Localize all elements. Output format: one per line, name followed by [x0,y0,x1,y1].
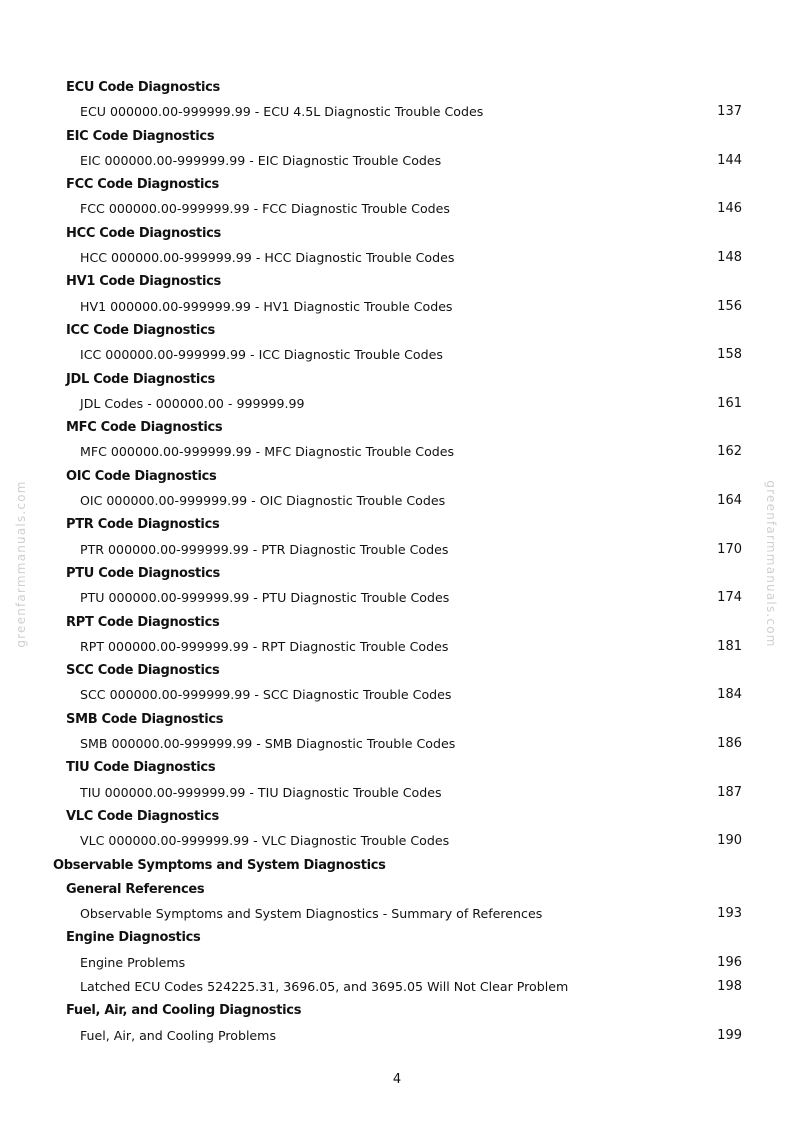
toc-entry[interactable] [0,635,794,659]
toc-entry-title: ECU 000000.00-999999.99 - ECU 4.5L Diagnostic Trouble Codes [80,104,484,120]
toc-entry[interactable] [0,781,794,805]
toc-entry-title: JDL Code Diagnostics [66,371,215,387]
toc-entry-title: HV1 Code Diagnostics [66,274,221,290]
toc-entry[interactable] [0,951,794,975]
toc-entry-title: TIU 000000.00-999999.99 - TIU Diagnostic Trouble Codes [80,784,442,800]
toc-entry-title: OIC 000000.00-999999.99 - OIC Diagnostic Trouble Codes [80,493,446,509]
toc-entry-title: FCC 000000.00-999999.99 - FCC Diagnostic Trouble Codes [80,201,450,217]
toc-entry-title: Engine Diagnostics [66,930,201,946]
toc-section-heading [0,659,794,683]
watermark-left: greenfarmmanuals.com [14,480,28,648]
toc-entry-page-number: 193 [717,906,742,922]
toc-section-heading [0,513,794,537]
toc-entry-title: HCC Code Diagnostics [66,225,221,241]
toc-section-heading [0,222,794,246]
toc-entry[interactable] [0,197,794,221]
toc-section-heading [0,805,794,829]
toc-entry-page-number: 196 [717,954,742,970]
toc-entry[interactable] [0,975,794,999]
toc-entry-page-number: 158 [717,347,742,363]
toc-entry-page-number: 170 [717,541,742,557]
toc-entry[interactable] [0,343,794,367]
toc-entry-title: Latched ECU Codes 524225.31, 3696.05, and 3695.05 Will Not Clear Problem [80,978,569,994]
toc-entry-page-number: 199 [717,1027,742,1043]
toc-entry[interactable] [0,295,794,319]
toc-entry-title: ECU Code Diagnostics [66,80,220,95]
toc-section-heading [0,76,794,100]
watermark-right: greenfarmmanuals.com [764,480,778,648]
toc-entry-title: JDL Codes - 000000.00 - 999999.99 [80,395,305,411]
toc-entry[interactable] [0,586,794,610]
page-number: 4 [392,1072,402,1087]
toc-entry[interactable] [0,100,794,124]
toc-entry[interactable] [0,246,794,270]
toc-entry-page-number: 187 [717,784,742,800]
toc-section-heading [0,708,794,732]
toc-entry-page-number: 184 [717,687,742,703]
toc-section-heading [0,125,794,149]
toc-entry[interactable] [0,1024,794,1048]
table-of-contents [0,76,794,1048]
toc-entry-title: FCC Code Diagnostics [66,177,219,193]
toc-entry-title: ICC 000000.00-999999.99 - ICC Diagnostic Trouble Codes [80,347,443,363]
toc-section-heading [0,319,794,343]
toc-entry-title: Fuel, Air, and Cooling Problems [80,1027,277,1043]
toc-entry-page-number: 181 [717,638,742,654]
toc-section-heading [0,611,794,635]
toc-chapter-heading [0,854,794,878]
toc-section-heading [0,756,794,780]
toc-section-heading [0,999,794,1023]
toc-entry[interactable] [0,683,794,707]
toc-entry-title: VLC 000000.00-999999.99 - VLC Diagnostic Trouble Codes [80,833,450,849]
toc-section-heading [0,416,794,440]
toc-entry-title: PTR Code Diagnostics [66,517,220,533]
toc-entry-title: SCC Code Diagnostics [66,663,220,679]
toc-entry-page-number: 190 [717,833,742,849]
toc-entry[interactable] [0,732,794,756]
toc-entry-page-number: 164 [717,493,742,509]
toc-entry[interactable] [0,902,794,926]
toc-entry[interactable] [0,149,794,173]
toc-section-heading [0,926,794,950]
toc-section-heading [0,270,794,294]
toc-entry-page-number: 144 [717,152,742,168]
toc-entry-title: VLC Code Diagnostics [66,808,219,824]
toc-entry-title: General References [66,881,205,897]
toc-entry-page-number: 146 [717,201,742,217]
toc-entry[interactable] [0,489,794,513]
toc-section-heading [0,562,794,586]
toc-entry-title: ICC Code Diagnostics [66,322,215,338]
toc-entry-title: PTU 000000.00-999999.99 - PTU Diagnostic Trouble Codes [80,590,450,606]
toc-entry-title: Observable Symptoms and System Diagnostics - Summary of References [80,906,543,922]
toc-entry-title: SCC 000000.00-999999.99 - SCC Diagnostic Trouble Codes [80,687,452,703]
toc-entry-page-number: 162 [717,444,742,460]
toc-entry[interactable] [0,392,794,416]
toc-entry-title: EIC Code Diagnostics [66,128,215,144]
toc-entry-page-number: 161 [717,395,742,411]
toc-entry-page-number: 148 [717,250,742,266]
toc-entry-title: HV1 000000.00-999999.99 - HV1 Diagnostic Trouble Codes [80,298,453,314]
toc-section-heading [0,465,794,489]
toc-entry-page-number: 186 [717,736,742,752]
toc-entry-page-number: 156 [717,298,742,314]
toc-entry-title: RPT 000000.00-999999.99 - RPT Diagnostic Trouble Codes [80,638,449,654]
toc-entry[interactable] [0,440,794,464]
toc-section-heading [0,878,794,902]
toc-section-heading [0,173,794,197]
toc-entry-page-number: 174 [717,590,742,606]
toc-entry-title: OIC Code Diagnostics [66,468,217,484]
toc-entry-title: Fuel, Air, and Cooling Diagnostics [66,1003,302,1019]
toc-entry-title: SMB Code Diagnostics [66,711,224,727]
toc-entry-title: MFC 000000.00-999999.99 - MFC Diagnostic Trouble Codes [80,444,455,460]
toc-entry-title: PTR 000000.00-999999.99 - PTR Diagnostic Trouble Codes [80,541,449,557]
toc-entry-title: TIU Code Diagnostics [66,760,216,776]
toc-entry-title: PTU Code Diagnostics [66,565,220,581]
toc-entry-title: Engine Problems [80,954,186,970]
toc-entry-title: Observable Symptoms and System Diagnostics [53,857,386,873]
toc-entry-title: SMB 000000.00-999999.99 - SMB Diagnostic Trouble Codes [80,736,456,752]
toc-section-heading [0,368,794,392]
toc-entry-title: RPT Code Diagnostics [66,614,220,630]
toc-entry-title: MFC Code Diagnostics [66,420,223,436]
toc-entry[interactable] [0,829,794,853]
toc-entry-title: EIC 000000.00-999999.99 - EIC Diagnostic Trouble Codes [80,152,442,168]
toc-entry[interactable] [0,538,794,562]
toc-entry-page-number: 137 [717,104,742,120]
toc-entry-page-number: 198 [717,978,742,994]
toc-entry-title: HCC 000000.00-999999.99 - HCC Diagnostic Trouble Codes [80,250,455,266]
